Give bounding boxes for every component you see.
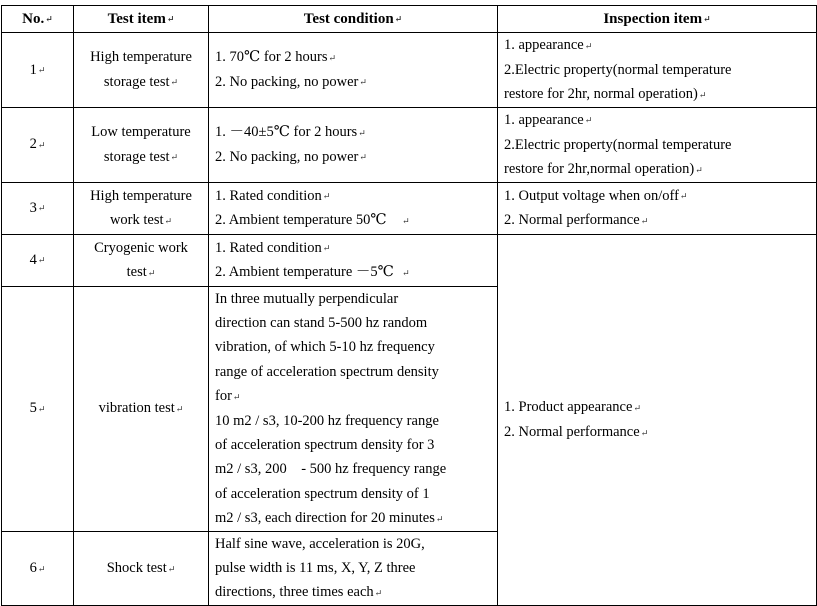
test-condition-cell: 1. Rated condition↵ 2. Ambient temperature －5℃ ↵ — [209, 234, 498, 286]
header-inspection-item: Inspection item↵ — [498, 6, 817, 33]
test-condition-cell: 1. －40±5℃ for 2 hours↵ 2. No packing, no power↵ — [209, 107, 498, 182]
header-test-condition: Test condition↵ — [209, 6, 498, 33]
test-condition-cell: In three mutually perpendicular direction can stand 5-500 hz random vibration, of which 5-10 hz frequency range of acceleration spectrum density for↵ 10 m2 / s3, 10-200 hz frequency range of acceleration spectrum density for 3 m2 / s3, 200 - 500 hz frequency range of acceleration spectrum density of 1 m2 / s3, each direction for 20 minutes↵ — [209, 286, 498, 531]
row-number: 3↵ — [2, 182, 74, 234]
test-item-cell: vibration test↵ — [74, 286, 209, 531]
test-item-cell: High temperature work test↵ — [74, 182, 209, 234]
header-row — [2, 6, 817, 33]
inspection-item-cell: 1. Output voltage when on/off↵ 2. Normal performance↵ — [498, 182, 817, 234]
table-row — [2, 234, 817, 286]
table-row — [2, 107, 817, 182]
inspection-item-cell: 1. appearance↵ 2.Electric property(normal temperature restore for 2hr, normal operation)↵ — [498, 33, 817, 108]
test-item-cell: Cryogenic work test↵ — [74, 234, 209, 286]
table-row — [2, 33, 817, 108]
row-number: 4↵ — [2, 234, 74, 286]
header-test-item: Test item↵ — [74, 6, 209, 33]
test-condition-cell: 1. 70℃ for 2 hours↵ 2. No packing, no power↵ — [209, 33, 498, 108]
test-item-cell: High temperature storage test↵ — [74, 33, 209, 108]
row-number: 1↵ — [2, 33, 74, 108]
test-item-cell: Low temperature storage test↵ — [74, 107, 209, 182]
test-table — [1, 5, 817, 606]
test-item-cell: Shock test↵ — [74, 531, 209, 605]
header-no: No.↵ — [2, 6, 74, 33]
test-condition-cell: 1. Rated condition↵ 2. Ambient temperature 50℃ ↵ — [209, 182, 498, 234]
test-condition-cell: Half sine wave, acceleration is 20G, pulse width is 11 ms, X, Y, Z three directions, three times each↵ — [209, 531, 498, 605]
row-number: 5↵ — [2, 286, 74, 531]
inspection-item-cell: 1. appearance↵ 2.Electric property(normal temperature restore for 2hr,normal operation)↵ — [498, 107, 817, 182]
row-number: 6↵ — [2, 531, 74, 605]
row-number: 2↵ — [2, 107, 74, 182]
table-row — [2, 182, 817, 234]
inspection-item-cell-shared: 1. Product appearance↵ 2. Normal performance↵ — [498, 234, 817, 605]
